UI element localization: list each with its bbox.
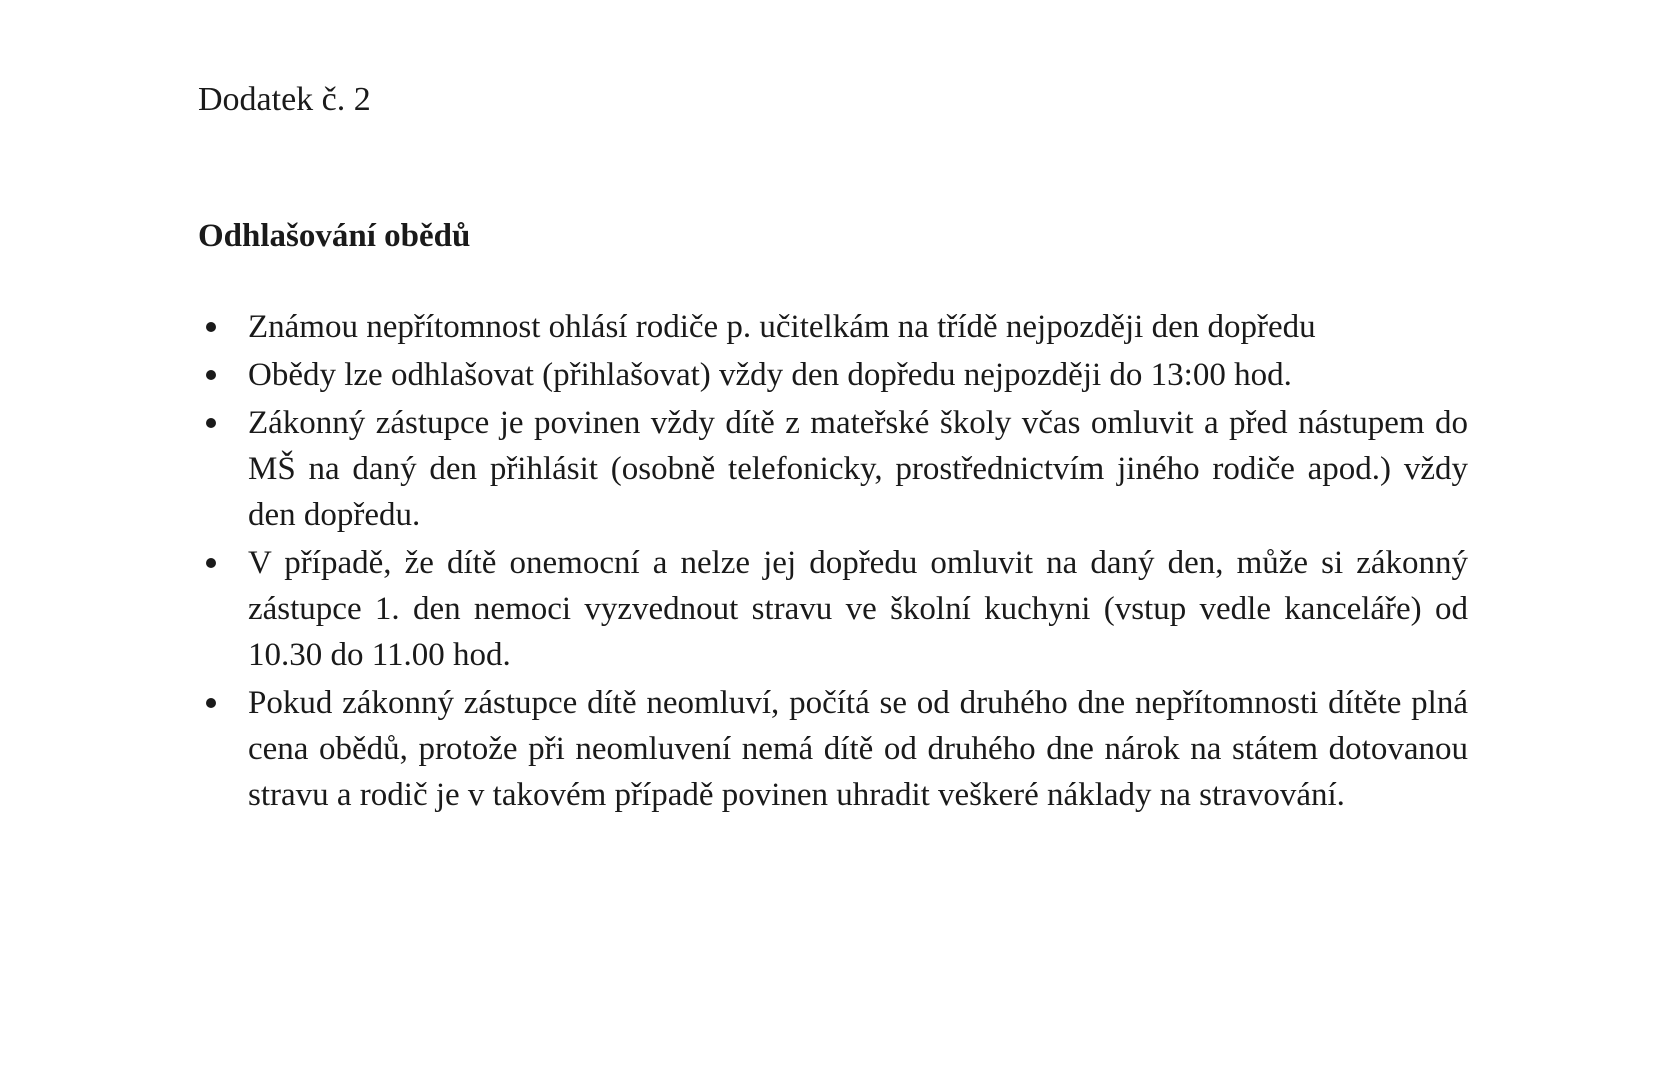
rule-text: Obědy lze odhlašovat (přihlašovat) vždy den dopředu nejpozději do 13:00 hod.	[248, 357, 1292, 393]
rules-list	[198, 304, 1468, 820]
bullet-icon	[206, 698, 216, 708]
list-item	[198, 680, 1468, 818]
bullet-icon	[206, 558, 216, 568]
list-item	[198, 400, 1468, 538]
rule-text: Pokud zákonný zástupce dítě neomluví, počítá se od druhého dne nepřítomnosti dítěte plná cena obědů, protože při neomluvení nemá dítě od druhého dne nárok na státem dotovanou stravu a rodič je v takovém případě povinen uhradit veškeré náklady na stravování.	[248, 685, 1468, 813]
rule-text: Známou nepřítomnost ohlásí rodiče p. učitelkám na třídě nejpozději den dopředu	[248, 309, 1316, 345]
list-item	[198, 540, 1468, 678]
rule-text: Zákonný zástupce je povinen vždy dítě z mateřské školy včas omluvit a před nástupem do MŠ na daný den přihlásit (osobně telefonicky, prostřednictvím jiného rodiče apod.) vždy den dopředu.	[248, 405, 1468, 533]
rule-text: V případě, že dítě onemocní a nelze jej dopředu omluvit na daný den, může si zákonný zástupce 1. den nemoci vyzvednout stravu ve školní kuchyni (vstup vedle kanceláře) od 10.30 do 11.00 hod.	[248, 545, 1468, 673]
list-item	[198, 304, 1468, 350]
bullet-icon	[206, 370, 216, 380]
bullet-icon	[206, 322, 216, 332]
section-heading: Odhlašování obědů	[198, 218, 471, 254]
document-title: Dodatek č. 2	[198, 81, 371, 118]
bullet-icon	[206, 418, 216, 428]
list-item	[198, 352, 1468, 398]
